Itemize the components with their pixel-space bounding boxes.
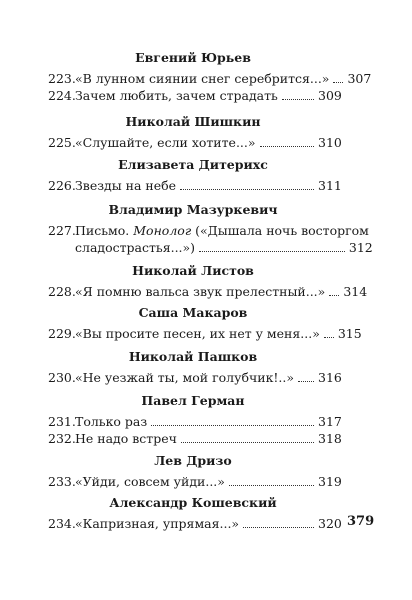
entry-page: 319 (318, 474, 342, 489)
entry-title-continuation: сладострастья...») (75, 240, 196, 255)
entry-title-block (74, 222, 373, 256)
toc-section (48, 50, 372, 104)
dot-leader (180, 189, 314, 190)
toc-entry (48, 473, 342, 490)
entry-number: 230. (48, 370, 76, 385)
entry-title: «Слушайте, если хотите...» (75, 135, 256, 150)
entry-page: 318 (318, 431, 342, 446)
toc-section (48, 305, 362, 342)
entry-page: 307 (347, 71, 372, 86)
dot-leader (282, 99, 314, 100)
dot-leader (329, 295, 339, 296)
author-name: Евгений Юрьев (135, 50, 251, 65)
entry-title: Зачем любить, зачем страдать (75, 88, 278, 103)
toc-section (48, 157, 342, 194)
author-name: Николай Шишкин (125, 114, 261, 129)
toc-entry (48, 177, 342, 194)
toc-section (48, 263, 368, 300)
entry-page: 311 (318, 178, 342, 193)
dot-leader (333, 82, 343, 83)
entry-page: 312 (348, 240, 373, 255)
entry-title: Только раз (75, 414, 148, 429)
entry-title: «Вы просите песен, их нет у меня...» (75, 326, 320, 341)
entry-number: 224. (48, 88, 76, 103)
toc-section (48, 202, 373, 256)
entry-number: 231. (48, 414, 76, 429)
entry-title: «Не уезжай ты, мой голубчик!..» (75, 370, 295, 385)
author-name: Александр Кошевский (109, 495, 277, 510)
toc-entry (48, 222, 373, 256)
toc-entry (48, 369, 342, 386)
entry-title-part: («Дышала ночь восторгом (195, 223, 369, 238)
entry-number: 225. (48, 135, 76, 150)
entry-title: «В лунном сиянии снег серебрится...» (75, 71, 330, 86)
toc-entry (48, 134, 342, 151)
entry-title-italic: Монолог (133, 223, 192, 238)
entry-page: 310 (318, 135, 342, 150)
entry-number: 227. (48, 223, 76, 238)
dot-leader (324, 337, 334, 338)
author-name: Саша Макаров (138, 305, 248, 320)
toc-entry (48, 325, 362, 342)
entry-title: «Уйди, совсем уйди...» (75, 474, 225, 489)
dot-leader (229, 485, 314, 486)
entry-number: 232. (48, 431, 76, 446)
entry-number: 229. (48, 326, 76, 341)
toc-section (48, 453, 342, 490)
author-name: Николай Пашков (128, 349, 258, 364)
entry-page: 309 (318, 88, 342, 103)
entry-title-part: Письмо. (75, 223, 130, 238)
entry-number: 226. (48, 178, 76, 193)
entry-title: Звезды на небе (75, 178, 177, 193)
entry-page: 316 (318, 370, 342, 385)
toc-entry (48, 70, 372, 87)
dot-leader (199, 251, 345, 252)
entry-number: 223. (48, 71, 76, 86)
entry-title: «Я помню вальса звук прелестный...» (75, 284, 326, 299)
toc-section (48, 393, 342, 447)
dot-leader (181, 442, 314, 443)
entry-title-line (74, 222, 369, 239)
author-name: Николай Листов (132, 263, 254, 278)
dot-leader (260, 146, 314, 147)
entry-page: 320 (318, 516, 342, 531)
author-name: Павел Герман (141, 393, 245, 408)
entry-page: 314 (343, 284, 368, 299)
author-name: Лев Дризо (154, 453, 232, 468)
entry-number: 233. (48, 474, 76, 489)
entry-page: 315 (337, 326, 362, 341)
dot-leader (243, 527, 314, 528)
toc-entry (48, 515, 342, 532)
toc-entry (48, 87, 342, 104)
entry-number: 228. (48, 284, 76, 299)
toc-entry (48, 283, 368, 300)
dot-leader (151, 425, 314, 426)
entry-title: Не надо встреч (75, 431, 177, 446)
page-number: 379 (347, 514, 375, 529)
toc-section (48, 495, 342, 532)
author-name: Владимир Мазуркевич (108, 202, 278, 217)
entry-title: «Капризная, упрямая...» (75, 516, 240, 531)
entry-page: 317 (318, 414, 342, 429)
entry-title-line (74, 239, 373, 256)
dot-leader (298, 381, 314, 382)
toc-entry (48, 413, 342, 430)
toc-entry (48, 430, 342, 447)
toc-section (48, 349, 342, 386)
entry-number: 234. (48, 516, 76, 531)
toc-section (48, 114, 342, 151)
author-name: Елизавета Дитерихс (118, 157, 268, 172)
